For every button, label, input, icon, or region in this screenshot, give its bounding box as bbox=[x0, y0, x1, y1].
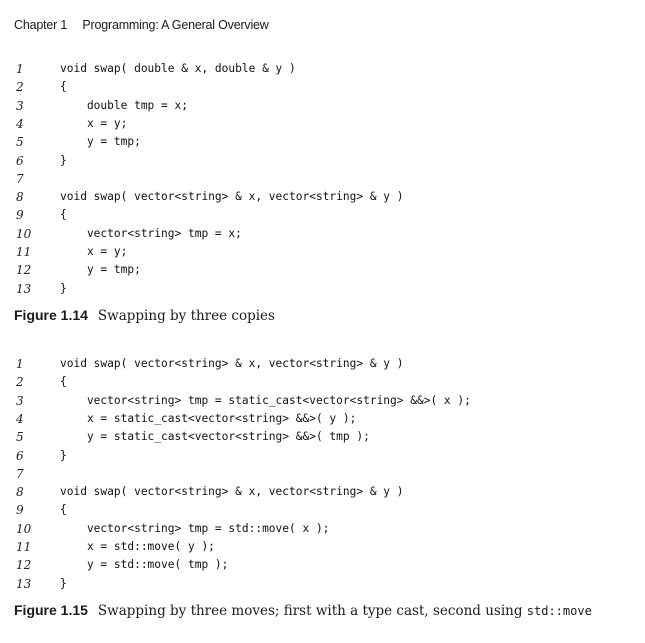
code-text: vector<string> tmp = static_cast<vector<string> &&>( x ); bbox=[60, 393, 471, 407]
code-text: { bbox=[60, 503, 67, 517]
code-text: vector<string> tmp = x; bbox=[60, 226, 242, 240]
figure-caption-text: Swapping by three copies bbox=[97, 308, 275, 324]
code-text: x = y; bbox=[60, 116, 128, 130]
line-number: 3 bbox=[16, 393, 24, 408]
line-number: 7 bbox=[16, 171, 24, 186]
line-number: 13 bbox=[16, 576, 32, 591]
code-text: void swap( double & x, double & y ) bbox=[60, 62, 296, 75]
figure-caption-1-15 bbox=[14, 602, 592, 619]
page-header bbox=[14, 18, 269, 32]
code-text: } bbox=[60, 448, 67, 462]
line-number: 1 bbox=[16, 62, 24, 76]
code-text: y = tmp; bbox=[60, 135, 141, 149]
code-text: { bbox=[60, 375, 67, 389]
line-number: 9 bbox=[16, 503, 24, 518]
line-number: 10 bbox=[16, 226, 32, 241]
line-number: 8 bbox=[16, 485, 24, 500]
line-number: 13 bbox=[16, 281, 32, 296]
figure-caption-1-14 bbox=[14, 307, 275, 324]
line-number: 6 bbox=[16, 448, 24, 463]
code-text: void swap( vector<string> & x, vector<string> & y ) bbox=[60, 485, 404, 499]
code-text: vector<string> tmp = std::move( x ); bbox=[60, 521, 330, 535]
code-text: x = static_cast<vector<string> &&>( y ); bbox=[60, 411, 357, 425]
line-number: 8 bbox=[16, 190, 24, 205]
line-number: 7 bbox=[16, 466, 24, 481]
chapter-number: Chapter 1 bbox=[14, 18, 68, 32]
line-number: 12 bbox=[16, 558, 32, 573]
line-number: 4 bbox=[16, 116, 24, 131]
line-number: 10 bbox=[16, 521, 32, 536]
code-text: } bbox=[60, 153, 67, 167]
line-number: 11 bbox=[16, 540, 32, 554]
line-number: 9 bbox=[16, 208, 24, 223]
code-text: y = std::move( tmp ); bbox=[60, 558, 229, 572]
code-text: { bbox=[60, 80, 67, 94]
code-text: { bbox=[60, 208, 67, 222]
line-number: 12 bbox=[16, 263, 32, 278]
figure-caption-text: Swapping by three moves; first with a type cast, second using bbox=[97, 603, 523, 619]
code-text: void swap( vector<string> & x, vector<string> & y ) bbox=[60, 190, 404, 204]
line-number: 5 bbox=[16, 430, 24, 445]
code-text: void swap( vector<string> & x, vector<string> & y ) bbox=[60, 357, 404, 370]
code-text: double tmp = x; bbox=[60, 98, 188, 112]
line-number: 4 bbox=[16, 411, 24, 426]
code-text: x = std::move( y ); bbox=[60, 540, 215, 553]
figure-label: Figure 1.15 bbox=[14, 602, 88, 618]
figure-caption-code: std::move bbox=[526, 604, 592, 618]
line-number: 2 bbox=[16, 80, 24, 95]
line-number: 11 bbox=[16, 245, 32, 259]
code-text: } bbox=[60, 281, 67, 295]
line-number: 2 bbox=[16, 375, 24, 390]
line-number: 6 bbox=[16, 153, 24, 168]
code-text: } bbox=[60, 576, 67, 590]
line-number: 1 bbox=[16, 357, 24, 371]
line-number: 3 bbox=[16, 98, 24, 113]
line-number: 5 bbox=[16, 135, 24, 150]
code-text: y = tmp; bbox=[60, 263, 141, 277]
code-text: y = static_cast<vector<string> &&>( tmp ); bbox=[60, 430, 370, 444]
chapter-title: Programming: A General Overview bbox=[82, 18, 269, 32]
code-text: x = y; bbox=[60, 245, 128, 258]
figure-label: Figure 1.14 bbox=[14, 307, 88, 323]
